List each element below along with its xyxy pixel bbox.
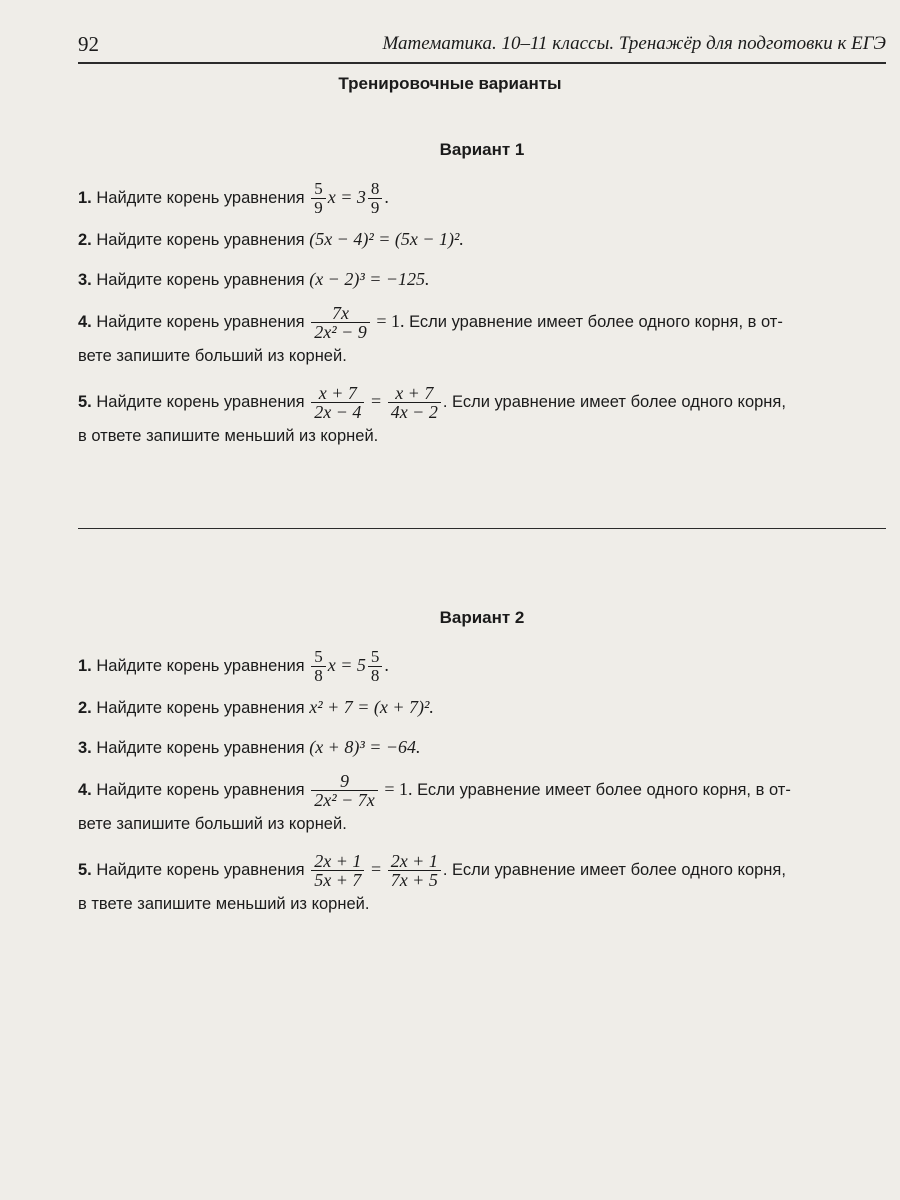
header-rule (78, 62, 886, 64)
task-number: 3. (78, 739, 92, 757)
variant-1 (78, 140, 886, 460)
task-text: Найдите корень уравнения (96, 271, 305, 289)
task-5: 5. Найдите корень уравнения $\frac{x + 7}{2x - 4}$ = $\frac{x + 7}{4x - 2}$ . Если уравнение имеет более одного корня, в ответе запишите меньший из корней. (78, 383, 786, 445)
task-text: Найдите корень уравнения (96, 780, 305, 799)
task-text: Найдите корень уравнения (96, 392, 305, 411)
task-number: 2. (78, 699, 92, 717)
task-tail: Если уравнение имеет более одного корня, в от- (409, 312, 783, 331)
fraction: $\frac{9}{\text{2x² − 7x}}$ (311, 772, 378, 809)
task-number: 5. (78, 860, 92, 879)
fraction: $\frac{x + 7}{2x - 4}$ (311, 384, 364, 421)
page-number: 92 (78, 32, 99, 56)
task-tail: . Если уравнение имеет более одного корня, (442, 392, 786, 411)
fraction: $\frac{5}{8}$ (368, 648, 383, 685)
equation-rhs: = 1. (376, 310, 405, 331)
variant-title: Вариант 2 (439, 608, 525, 627)
fraction: $\frac{2x + 1}{7x + 5}$ (388, 852, 441, 889)
page-header (78, 30, 886, 64)
task-tail: в твете запишите меньший из корней. (78, 895, 370, 913)
fraction: $\frac{7x}{\text{2x² − 9}}$ (311, 304, 370, 341)
task-text: Найдите корень уравнения (96, 188, 305, 207)
section-title: Тренировочные варианты (338, 74, 562, 93)
variant-2 (78, 608, 886, 928)
task-tail: в ответе запишите меньший из корней. (78, 427, 379, 445)
task-3 (78, 264, 886, 295)
fraction: $\frac{5}{8}$ (311, 648, 326, 685)
fraction: $\frac{x + 7}{4x - 2}$ (388, 384, 441, 421)
task-tail: вете запишите больший из корней. (78, 347, 347, 365)
task-tail: . Если уравнение имеет более одного корня, (442, 860, 786, 879)
running-title: Математика. 10–11 классы. Тренажёр для подготовки к ЕГЭ (382, 33, 886, 54)
task-number: 4. (78, 312, 92, 331)
task-tail: вете запишите больший из корней. (78, 815, 347, 833)
equation: (5x − 4)² = (5x − 1)². (309, 229, 464, 249)
task-number: 5. (78, 392, 92, 411)
task-text: Найдите корень уравнения (96, 699, 305, 717)
variant-title: Вариант 1 (439, 140, 525, 159)
equation-part: x = 5 (327, 654, 366, 675)
task-text: Найдите корень уравнения (96, 312, 305, 331)
task-tail: Если уравнение имеет более одного корня, в от- (417, 780, 791, 799)
equation-part: x = 3 (327, 186, 366, 207)
task-number: 3. (78, 271, 92, 289)
equation: (x + 8)³ = −64. (309, 737, 421, 757)
task-2 (78, 224, 886, 255)
section-divider (78, 528, 886, 529)
task-number: 4. (78, 780, 92, 799)
equation-rhs: = 1. (384, 778, 413, 799)
task-number: 1. (78, 188, 92, 207)
task-text: Найдите корень уравнения (96, 656, 305, 675)
fraction: $\frac{5}{9}$ (311, 180, 326, 217)
task-3 (78, 732, 886, 763)
task-2 (78, 692, 886, 723)
task-1: 1. Найдите корень уравнения $\frac{5}{9}$ x = 3 $\frac{8}{9}$ . (78, 179, 389, 217)
task-4 (78, 304, 886, 371)
equation: (x − 2)³ = −125. (309, 269, 430, 289)
task-1: 1. Найдите корень уравнения $\frac{5}{8}$ x = 5 $\frac{5}{8}$ . (78, 647, 389, 685)
task-4 (78, 772, 886, 839)
task-text: Найдите корень уравнения (96, 231, 305, 249)
task-5: 5. Найдите корень уравнения $\frac{2x + 1}{5x + 7}$ = $\frac{2x + 1}{7x + 5}$ . Если уравнение имеет более одного корня, в твете запишите меньший из корней. (78, 851, 786, 913)
task-text: Найдите корень уравнения (96, 860, 305, 879)
fraction: $\frac{8}{9}$ (368, 180, 383, 217)
task-number: 1. (78, 656, 92, 675)
fraction: $\frac{2x + 1}{5x + 7}$ (311, 852, 364, 889)
task-text: Найдите корень уравнения (96, 739, 305, 757)
task-number: 2. (78, 231, 92, 249)
equation: x² + 7 = (x + 7)². (309, 697, 434, 717)
